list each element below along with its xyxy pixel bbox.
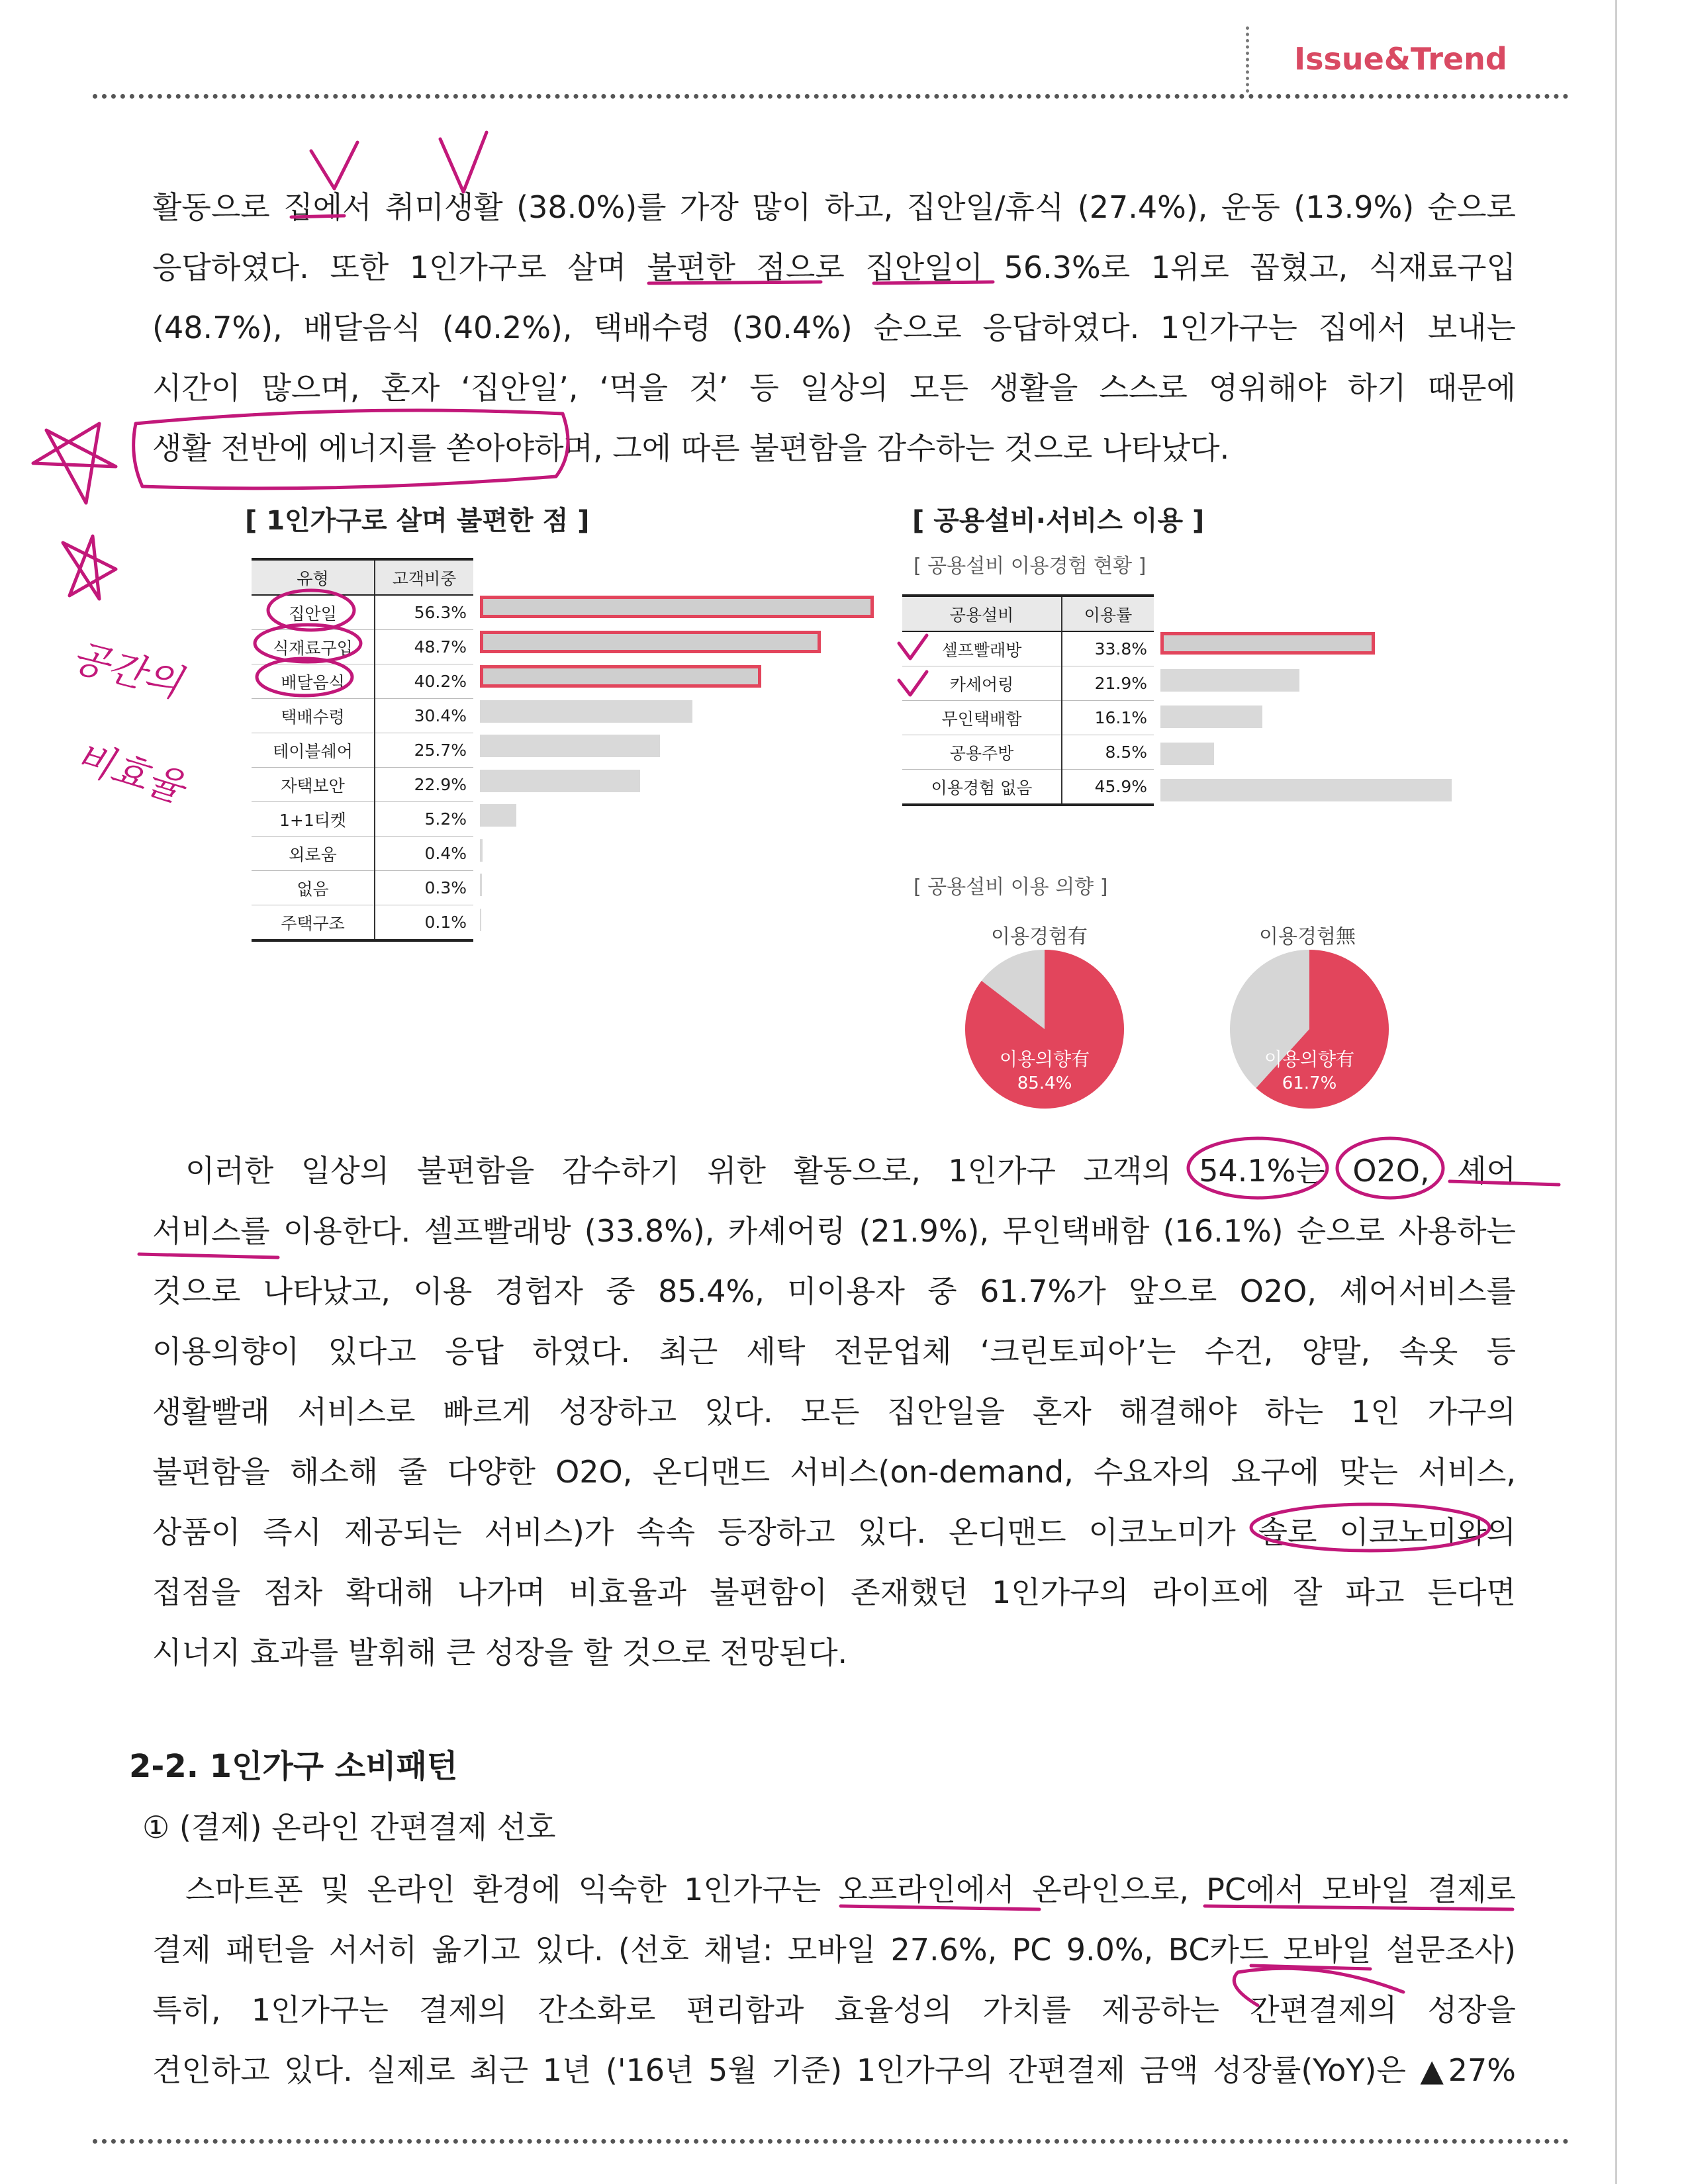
handwritten-note: 비효율 xyxy=(70,733,190,811)
text-line: 생활빨래 서비스로 빠르게 성장하고 있다. 모든 집안일을 혼자 해결해야 하는 1인 가구의 xyxy=(152,1394,1516,1430)
text-line: 결제 패턴을 서서히 옮기고 있다. (선호 채널: 모바일 27.6%, PC 9.0%, BC카드 모바일 설문조사) xyxy=(152,1932,1516,1968)
row-label: 자택보안 xyxy=(252,768,375,802)
check-mark xyxy=(311,142,357,189)
row-value: 56.3% xyxy=(375,595,473,630)
header-title: Issue&Trend xyxy=(1294,41,1507,77)
pie-2-inner-label: 이용의향有 xyxy=(1264,1048,1355,1070)
right-chart-title: [ 공용설비·서비스 이용 ] xyxy=(912,506,1205,536)
text-line: 이러한 일상의 불편함을 감수하기 위한 활동으로, 1인가구 고객의 54.1%는 O2O, 셰어 xyxy=(185,1153,1516,1189)
subsection-heading: ① (결제) 온라인 간편결제 선호 xyxy=(142,1809,556,1845)
pie-1-label: 이용경험有 xyxy=(991,925,1088,948)
star-doodle xyxy=(33,424,116,503)
text-line: 이용의향이 있다고 응답 하였다. 최근 세탁 전문업체 ‘크린토피아’는 수건, 양말, 속옷 등 xyxy=(152,1334,1516,1369)
row-value: 48.7% xyxy=(375,630,473,664)
row-label: 이용경험 없음 xyxy=(902,770,1062,805)
circle-annotation xyxy=(134,410,568,488)
row-label: 테이블쉐어 xyxy=(252,733,375,768)
row-value: 5.2% xyxy=(375,802,473,837)
circle-annotation xyxy=(257,659,352,696)
text-line: 응답하였다. 또한 1인가구로 살며 불편한 점으로 집안일이 56.3%로 1위로 꼽혔고, 식재료구입 xyxy=(152,250,1516,285)
row-label: 셀프빨래방 xyxy=(902,631,1062,666)
row-label: 집안일 xyxy=(252,595,375,630)
text-line: 것으로 나타났고, 이용 경험자 중 85.4%, 미이용자 중 61.7%가 앞으로 O2O, 셰어서비스를 xyxy=(152,1273,1516,1309)
circle-annotation xyxy=(1188,1138,1327,1198)
pie-subtitle: [ 공용설비 이용 의향 ] xyxy=(914,876,1108,899)
table-header: 고객비중 xyxy=(375,559,473,595)
row-label: 주택구조 xyxy=(252,905,375,941)
row-value: 0.4% xyxy=(375,837,473,871)
text-line: 서비스를 이용한다. 셀프빨래방 (33.8%), 카셰어링 (21.9%), 무인택배함 (16.1%) 순으로 사용하는 xyxy=(152,1213,1516,1249)
pie-2-value: 61.7% xyxy=(1282,1073,1337,1093)
underline xyxy=(649,282,821,283)
row-value: 25.7% xyxy=(375,733,473,768)
handwritten-note: 공간의 xyxy=(67,633,187,707)
star-doodle xyxy=(63,536,116,599)
right-chart-subtitle: [ 공용설비 이용경험 현황 ] xyxy=(914,555,1147,578)
row-value: 45.9% xyxy=(1062,770,1154,805)
circle-annotation xyxy=(1337,1138,1443,1198)
check-mark xyxy=(899,635,927,659)
text-line: 스마트폰 및 온라인 환경에 익숙한 1인가구는 오프라인에서 온라인으로, PC에서 모바일 결제로 xyxy=(185,1872,1516,1907)
check-mark xyxy=(440,132,487,192)
text-line: 상품이 즉시 제공되는 서비스)가 속속 등장하고 있다. 온디맨드 이코노미가 솔로 이코노미와의 xyxy=(152,1514,1516,1550)
section-heading: 2-2. 1인가구 소비패턴 xyxy=(129,1748,458,1785)
table-header: 유형 xyxy=(252,559,375,595)
pie-2-label: 이용경험無 xyxy=(1259,925,1356,948)
row-value: 0.3% xyxy=(375,871,473,905)
text-line: 활동으로 집에서 취미생활 (38.0%)를 가장 많이 하고, 집안일/휴식 (27.4%), 운동 (13.9%) 순으로 xyxy=(152,189,1516,225)
underline xyxy=(841,1906,1039,1909)
circle-annotation xyxy=(1234,1968,1403,2005)
pie-1-value: 85.4% xyxy=(1017,1073,1072,1093)
text-line: 특히, 1인가구는 결제의 간소화로 편리함과 효율성의 가치를 제공하는 간편결제의 성장을 xyxy=(152,1992,1516,2028)
row-label: 외로움 xyxy=(252,837,375,871)
table-header: 공용설비 xyxy=(902,596,1062,631)
underline xyxy=(874,282,993,283)
text-line: 생활 전반에 에너지를 쏟아야하며, 그에 따른 불편함을 감수하는 것으로 나타났다. xyxy=(152,430,1230,466)
text-line: 시간이 많으며, 혼자 ‘집안일’, ‘먹을 것’ 등 일상의 모든 생활을 스스로 영위해야 하기 때문에 xyxy=(152,370,1516,406)
underline xyxy=(291,216,344,217)
row-label: 택배수령 xyxy=(252,699,375,733)
circle-annotation xyxy=(1251,1504,1489,1551)
row-value: 16.1% xyxy=(1062,701,1154,735)
row-value: 33.8% xyxy=(1062,631,1154,666)
text-line: 접점을 점차 확대해 나가며 비효율과 불편함이 존재했던 1인가구의 라이프에 잘 파고 든다면 xyxy=(152,1574,1516,1610)
text-line: (48.7%), 배달음식 (40.2%), 택배수령 (30.4%) 순으로 응답하였다. 1인가구는 집에서 보내는 xyxy=(152,310,1516,345)
row-value: 0.1% xyxy=(375,905,473,941)
row-value: 30.4% xyxy=(375,699,473,733)
left-chart-title: [ 1인가구로 살며 불편한 점 ] xyxy=(245,506,590,536)
text-line: 불편함을 해소해 줄 다양한 O2O, 온디맨드 서비스(on-demand, 수요자의 요구에 맞는 서비스, xyxy=(152,1454,1516,1490)
underline xyxy=(139,1254,278,1257)
row-label: 카세어링 xyxy=(902,666,1062,701)
row-label: 무인택배함 xyxy=(902,701,1062,735)
row-label: 1+1티켓 xyxy=(252,802,375,837)
underline xyxy=(1450,1181,1559,1185)
row-value: 22.9% xyxy=(375,768,473,802)
row-label: 공용주방 xyxy=(902,735,1062,770)
table-header: 이용률 xyxy=(1062,596,1154,631)
row-value: 40.2% xyxy=(375,664,473,699)
pie-1-inner-label: 이용의향有 xyxy=(999,1048,1090,1070)
text-line: 견인하고 있다. 실제로 최근 1년 ('16년 5월 기준) 1인가구의 간편결제 금액 성장률(YoY)은 ▲27% xyxy=(152,2052,1516,2088)
row-value: 8.5% xyxy=(1062,735,1154,770)
row-value: 21.9% xyxy=(1062,666,1154,701)
row-label: 식재료구입 xyxy=(252,630,375,664)
underline xyxy=(1205,1906,1513,1909)
check-mark xyxy=(899,672,927,695)
row-label: 없음 xyxy=(252,871,375,905)
row-label: 배달음식 xyxy=(252,664,375,699)
text-line: 시너지 효과를 발휘해 큰 성장을 할 것으로 전망된다. xyxy=(152,1635,848,1670)
